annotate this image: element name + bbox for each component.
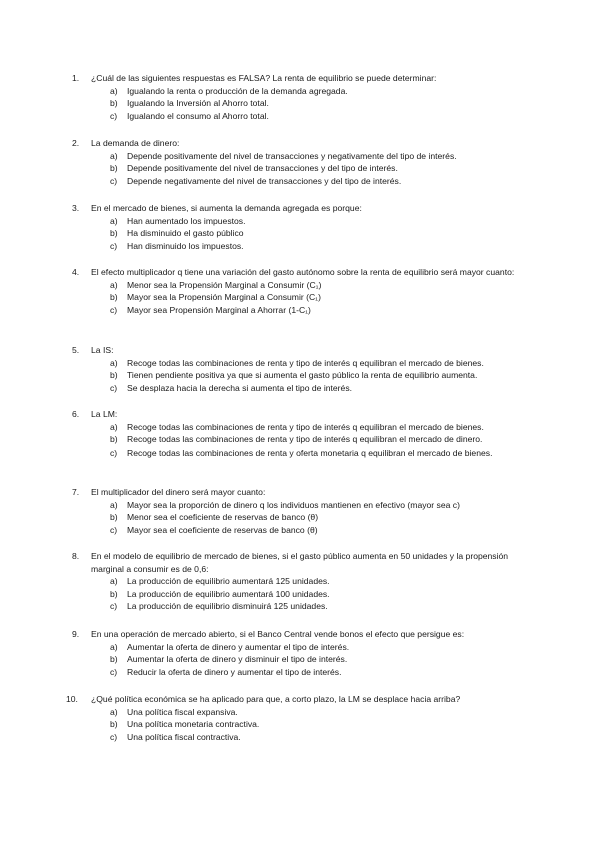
option-text: La producción de equilibrio disminuirá 125 unidades. [127,601,328,612]
option-text: La producción de equilibrio aumentará 100 unidades. [127,588,330,599]
option-c [0,240,599,253]
question-3 [0,202,599,252]
option-letter: a) [110,576,118,587]
question-text: La IS: [91,345,114,355]
option-letter: b) [110,434,118,445]
option-text: Menor sea la Propensión Marginal a Consumir (C₁) [127,279,322,290]
option-a [0,150,599,163]
option-text: Igualando el consumo al Ahorro total. [127,110,269,121]
option-text: Una política fiscal contractiva. [127,731,241,742]
option-c [0,382,599,395]
option-text: Igualando la Inversión al Ahorro total. [127,98,269,109]
option-b [0,369,599,382]
option-letter: c) [110,175,118,186]
question-2 [0,137,599,187]
option-letter: c) [110,524,118,535]
option-a [0,85,599,98]
option-letter: c) [110,110,118,121]
option-c [0,666,599,679]
option-text: Ha disminuido el gasto público [127,228,244,239]
question-stem [0,344,599,357]
option-text: Recoge todas las combinaciones de renta y tipo de interés q equilibran el mercado de dinero. [127,434,483,445]
option-text: Aumentar la oferta de dinero y aumentar el tipo de interés. [127,641,350,652]
option-a [0,421,599,434]
question-text: En una operación de mercado abierto, si el Banco Central vende bonos el efecto que persigue es: [91,629,465,639]
option-c [0,731,599,744]
question-number: 5. [72,345,80,355]
option-text: Tienen pendiente positiva ya que si aumenta el gasto público la renta de equilibrio aumenta. [127,370,478,381]
question-stem [0,266,599,279]
option-letter: c) [110,731,118,742]
option-letter: b) [110,163,118,174]
option-text: Reducir la oferta de dinero y aumentar el tipo de interés. [127,666,342,677]
option-b [0,97,599,110]
question-number: 4. [72,267,80,277]
option-c [0,175,599,188]
option-text: Aumentar la oferta de dinero y disminuir el tipo de interés. [127,654,348,665]
option-text: Recoge todas las combinaciones de renta y tipo de interés q equilibran el mercado de bienes. [127,357,484,368]
option-text: Depende negativamente del nivel de transacciones y del tipo de interés. [127,175,402,186]
option-letter: a) [110,357,118,368]
option-letter: c) [110,666,118,677]
option-text: Han aumentado los impuestos. [127,215,246,226]
option-letter: a) [110,706,118,717]
option-b [0,718,599,731]
question-number: 9. [72,629,80,639]
option-text: Mayor sea la Propensión Marginal a Consumir (C₁) [127,292,321,303]
question-stem [0,486,599,499]
question-stem [0,628,599,641]
option-text: Mayor sea Propensión Marginal a Ahorrar (1-C₁) [127,304,311,315]
option-letter: b) [110,98,118,109]
option-letter: c) [110,447,118,458]
option-text: Recoge todas las combinaciones de renta y oferta monetaria q equilibran el mercado de bienes. [127,447,493,458]
question-number: 10. [66,694,78,704]
option-b [0,227,599,240]
option-c [0,524,599,537]
option-letter: b) [110,719,118,730]
option-letter: c) [110,601,118,612]
question-stem [0,550,599,575]
option-b [0,162,599,175]
question-4 [0,266,599,316]
option-a [0,215,599,228]
question-stem [0,202,599,215]
option-letter: a) [110,85,118,96]
option-c [0,110,599,123]
option-letter: c) [110,304,118,315]
question-7 [0,486,599,536]
option-text: Una política monetaria contractiva. [127,719,260,730]
question-text: La demanda de dinero: [91,138,180,148]
question-6 [0,408,599,459]
question-number: 2. [72,138,80,148]
option-c [0,304,599,317]
question-number: 6. [72,409,80,419]
option-text: Se desplaza hacia la derecha si aumenta el tipo de interés. [127,382,353,393]
option-letter: a) [110,421,118,432]
option-a [0,499,599,512]
option-letter: a) [110,499,118,510]
question-number: 7. [72,487,80,497]
question-1 [0,72,599,122]
option-text: Menor sea el coeficiente de reservas de banco (θ) [127,512,319,523]
option-text: Depende positivamente del nivel de transacciones y negativamente del tipo de interés. [127,150,457,161]
option-c [0,447,599,460]
question-10 [0,693,599,743]
option-text: Una política fiscal expansiva. [127,706,238,717]
question-stem [0,72,599,85]
question-9 [0,628,599,678]
question-stem [0,408,599,421]
question-text: En el modelo de equilibrio de mercado de bienes, si el gasto público aumenta en 50 unidades y la propensión marginal a consumir es de 0,6: [91,551,509,574]
option-letter: a) [110,279,118,290]
option-b [0,511,599,524]
option-a [0,279,599,292]
question-text: ¿Cuál de las siguientes respuestas es FALSA? La renta de equilibrio se puede determinar: [91,73,437,83]
question-stem [0,137,599,150]
question-text: ¿Qué política económica se ha aplicado para que, a corto plazo, la LM se desplace hacia arriba? [91,694,461,704]
question-text: En el mercado de bienes, si aumenta la demanda agregada es porque: [91,203,362,213]
option-text: Han disminuido los impuestos. [127,240,244,251]
option-text: Mayor sea el coeficiente de reservas de banco (θ) [127,524,318,535]
option-letter: b) [110,370,118,381]
question-number: 8. [72,551,80,561]
option-c [0,600,599,613]
option-a [0,706,599,719]
question-number: 1. [72,73,80,83]
question-text: El multiplicador del dinero será mayor cuanto: [91,487,266,497]
option-text: Recoge todas las combinaciones de renta y tipo de interés q equilibran el mercado de bienes. [127,421,484,432]
option-letter: b) [110,292,118,303]
option-b [0,291,599,304]
option-text: Igualando la renta o producción de la demanda agregada. [127,85,348,96]
option-b [0,653,599,666]
option-a [0,575,599,588]
question-8 [0,550,599,613]
option-b [0,433,599,446]
option-letter: b) [110,654,118,665]
option-b [0,588,599,601]
option-text: Depende positivamente del nivel de transacciones y del tipo de interés. [127,163,398,174]
option-letter: c) [110,240,118,251]
option-letter: b) [110,228,118,239]
option-a [0,357,599,370]
question-stem [0,693,599,706]
question-number: 3. [72,203,80,213]
question-5 [0,344,599,394]
option-text: Mayor sea la proporción de dinero q los individuos mantienen en efectivo (mayor sea c) [127,499,460,510]
question-text: El efecto multiplicador q tiene una variación del gasto autónomo sobre la renta de equilibrio será mayor cuanto: [91,267,515,277]
option-letter: a) [110,641,118,652]
option-letter: c) [110,382,118,393]
option-letter: b) [110,512,118,523]
question-text: La LM: [91,409,118,419]
option-letter: b) [110,588,118,599]
option-a [0,641,599,654]
option-text: La producción de equilibrio aumentará 125 unidades. [127,576,330,587]
option-letter: a) [110,215,118,226]
option-letter: a) [110,150,118,161]
